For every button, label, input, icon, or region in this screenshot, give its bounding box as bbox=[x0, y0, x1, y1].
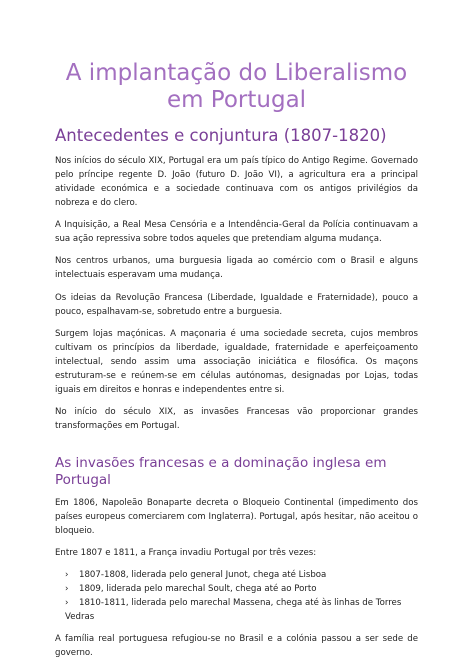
chevron-right-icon: › bbox=[65, 584, 69, 595]
list-item bbox=[65, 596, 418, 624]
list-item-text: 1807-1808, liderada pelo general Junot, chega até Lisboa bbox=[79, 570, 327, 581]
chevron-right-icon: › bbox=[65, 598, 69, 609]
paragraph-revolucao-francesa: Os ideias da Revolução Francesa (Liberdade, Igualdade e Fraternidade), pouco a pouco, espalhavam-se, sobretudo entre a burguesia. bbox=[55, 292, 418, 317]
chevron-right-icon: › bbox=[65, 570, 69, 581]
paragraph-antigo-regime: Nos inícios do século XIX, Portugal era um país típico do Antigo Regime. Governado pelo príncipe regente D. João (futuro D. João VI), a agricultura era a principal atividade económica e a sociedade continuava com os antigos privilégios da nobreza e do clero. bbox=[55, 156, 418, 208]
title-line-2: em Portugal bbox=[166, 87, 307, 113]
list-item bbox=[65, 568, 418, 582]
paragraph-burguesia: Nos centros urbanos, uma burguesia ligada ao comércio com o Brasil e alguns intelectuais esperavam uma mudança. bbox=[55, 256, 418, 281]
list-item-text: 1809, liderada pelo marechal Soult, chega até ao Porto bbox=[79, 584, 317, 595]
title-line-1: A implantação do Liberalismo bbox=[65, 60, 408, 86]
paragraph-bloqueio: Em 1806, Napoleão Bonaparte decreta o Bloqueio Continental (impedimento dos países europeus comerciarem com Inglaterra). Portugal, após hesitar, não aceitou o bloqueio. bbox=[55, 497, 418, 536]
list-item-text: 1810-1811, liderada pelo marechal Massena, chega até às linhas de Torres Vedras bbox=[65, 598, 402, 623]
section-heading-invasoes: As invasões francesas e a dominação inglesa em Portugal bbox=[55, 454, 387, 488]
document-title bbox=[55, 0, 418, 114]
list-item bbox=[65, 582, 418, 596]
invasions-list bbox=[55, 568, 418, 624]
paragraph-tres-invasoes: Entre 1807 e 1811, a França invadiu Portugal por três vezes: bbox=[55, 548, 317, 559]
paragraph-maconaria: Surgem lojas maçónicas. A maçonaria é uma sociedade secreta, cujos membros cultivam os princípios da liberdade, igualdade, fraternidade e aperfeiçoamento intelectual, sendo assim uma associação iniciática e filosófica. Os maçons estruturam-se e reúnem-se em células autónomas, designadas por Lojas, todas iguais em direitos e honras e independentes entre si. bbox=[55, 328, 418, 395]
paragraph-invasoes: No início do século XIX, as invasões Francesas vão proporcionar grandes transformações em Portugal. bbox=[55, 406, 418, 431]
section-heading-antecedentes: Antecedentes e conjuntura (1807-1820) bbox=[55, 126, 387, 145]
paragraph-familia-real: A família real portuguesa refugiou-se no Brasil e a colónia passou a ser sede de governo. bbox=[55, 634, 418, 659]
paragraph-inquisicao: A Inquisição, a Real Mesa Censória e a Intendência-Geral da Polícia continuavam a sua ação repressiva sobre todos aqueles que pretendiam alguma mudança. bbox=[55, 220, 418, 245]
